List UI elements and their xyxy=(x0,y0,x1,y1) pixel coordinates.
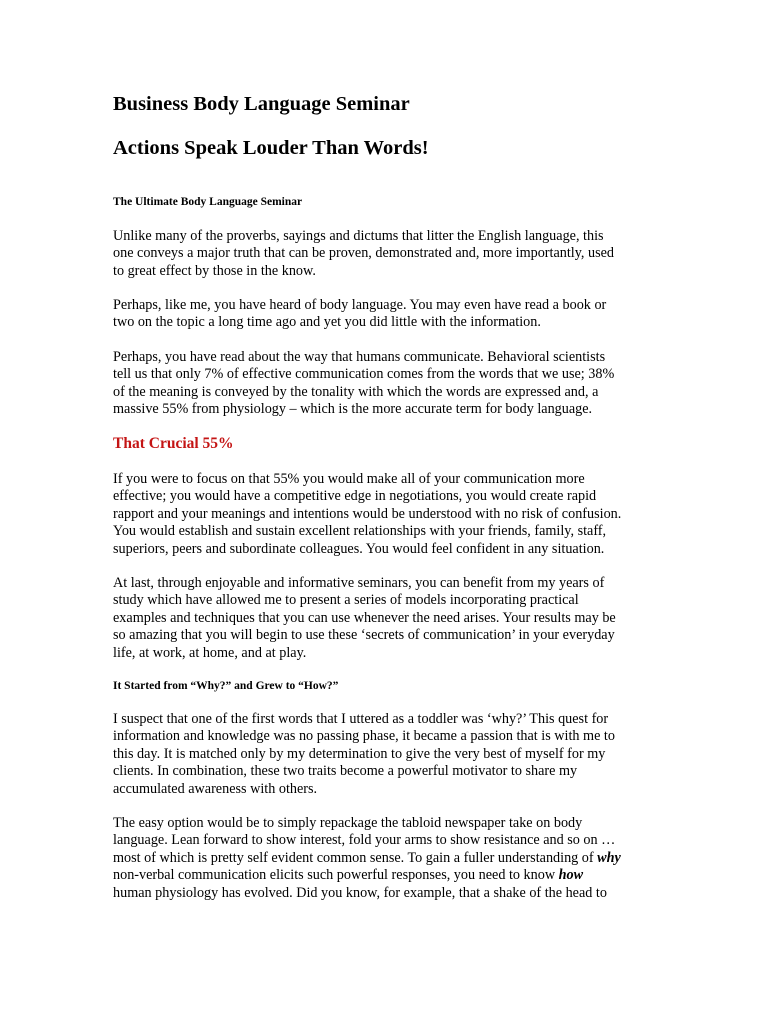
text-line: If you were to focus on that 55% you would make all of your communication more xyxy=(113,471,585,487)
text-line: rapport and your meanings and intentions would be understood with no risk of confusion. xyxy=(113,505,622,522)
text-line: this day. It is matched only by my determination to give the very best of myself for my xyxy=(113,745,606,762)
emphasis-how: how xyxy=(558,867,584,884)
paragraph-heard-of-body-language xyxy=(113,297,606,332)
paragraph-communication-statistics xyxy=(113,349,614,419)
text-line: language. Lean forward to show interest, fold your arms to show resistance and so on … xyxy=(113,832,616,849)
text-line: clients. In combination, these two traits become a powerful motivator to share my xyxy=(113,763,578,780)
text-line xyxy=(113,867,621,884)
section-heading-why-how: It Started from “Why?” and Grew to “How?” xyxy=(113,680,339,692)
text-line: tell us that only 7% of effective communication comes from the words that we use; 38% xyxy=(113,366,615,383)
text-fragment: non-verbal communication elicits such powerful responses, you need to know xyxy=(113,867,559,884)
emphasis-why: why xyxy=(597,849,621,866)
text-line: You would establish and sustain excellent relationships with your friends, family, staff, xyxy=(113,523,607,540)
text-line: two on the topic a long time ago and yet you did little with the information. xyxy=(113,314,541,331)
text-line: to great effect by those in the know. xyxy=(113,262,316,279)
paragraph-seminars xyxy=(113,575,616,662)
text-line: so amazing that you will begin to use these ‘secrets of communication’ in your everyday xyxy=(113,627,615,644)
text-fragment: most of which is pretty self evident common sense. To gain a fuller understanding of xyxy=(113,849,598,866)
text-line: accumulated awareness with others. xyxy=(113,780,318,797)
section-heading-crucial: That Crucial 55% xyxy=(113,435,234,452)
text-line: Perhaps, like me, you have heard of body language. You may even have read a book or xyxy=(113,297,607,313)
text-line: At last, through enjoyable and informative seminars, you can benefit from my years of xyxy=(113,575,605,591)
text-line: massive 55% from physiology – which is the more accurate term for body language. xyxy=(113,401,593,418)
text-line xyxy=(113,850,621,867)
text-line: Perhaps, you have read about the way that humans communicate. Behavioral scientists xyxy=(113,349,606,365)
paragraph-easy-option xyxy=(113,815,621,902)
text-line: one conveys a major truth that can be proven, demonstrated and, more importantly, used xyxy=(113,245,615,262)
text-line: Unlike many of the proverbs, sayings and dictums that litter the English language, this xyxy=(113,228,604,244)
text-line: information and knowledge was no passing phase, it became a passion that is with me to xyxy=(113,728,615,745)
text-line: examples and techniques that you can use whenever the need arises. Your results may be xyxy=(113,609,616,626)
text-line: human physiology has evolved. Did you know, for example, that a shake of the head to xyxy=(113,884,607,901)
text-line: of the meaning is conveyed by the tonality with which the words are expressed and, a xyxy=(113,383,599,400)
document-title: Business Body Language Seminar xyxy=(113,93,410,115)
text-line: study which have allowed me to present a series of models incorporating practical xyxy=(113,592,579,609)
text-line: I suspect that one of the first words that I uttered as a toddler was ‘why?’ This quest for xyxy=(113,711,609,727)
text-line: superiors, peers and subordinate colleagues. You would feel confident in any situation. xyxy=(113,540,605,557)
paragraph-focus-on-55 xyxy=(113,471,621,558)
document-subtitle: Actions Speak Louder Than Words! xyxy=(113,137,429,159)
paragraph-toddler-why xyxy=(113,711,615,798)
paragraph-intro xyxy=(113,228,614,280)
text-line: The easy option would be to simply repackage the tabloid newspaper take on body xyxy=(113,815,583,831)
section-heading-ultimate: The Ultimate Body Language Seminar xyxy=(113,196,303,208)
text-line: life, at work, at home, and at play. xyxy=(113,644,307,661)
text-line: effective; you would have a competitive edge in negotiations, you would create rapid xyxy=(113,488,597,505)
